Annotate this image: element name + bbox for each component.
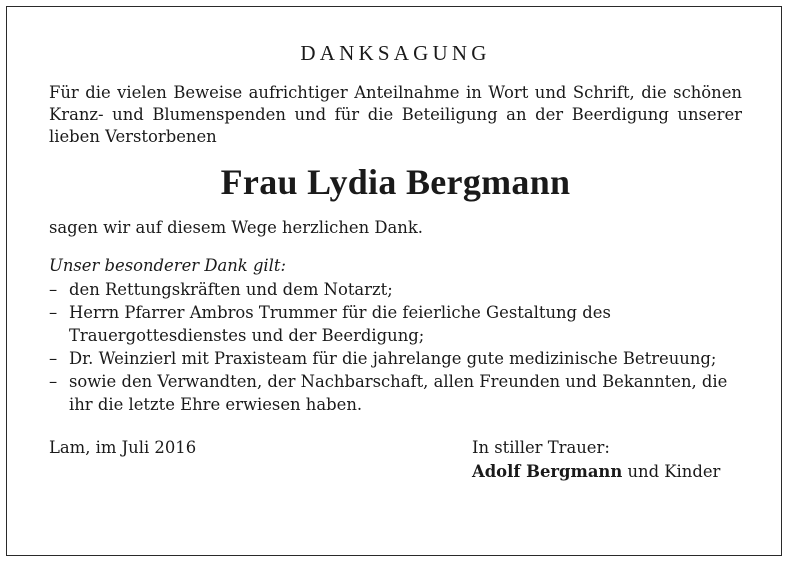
- list-item: [49, 347, 742, 370]
- signoff-signatories: [472, 460, 720, 484]
- signoff-suffix: und Kinder: [622, 462, 721, 481]
- intro-paragraph: Für die vielen Beweise aufrichtiger Anteilnahme in Wort und Schrift, die schönen Kranz- und Blumenspenden und für die Beteiligung an der Beerdigung unserer lieben Verstorbenen: [49, 83, 742, 146]
- special-thanks-heading: Unser besonderer Dank gilt:: [49, 256, 287, 275]
- dash-bullet: –: [49, 372, 58, 391]
- thanks-line: sagen wir auf diesem Wege herzlichen Dank.: [49, 218, 423, 237]
- place-date: Lam, im Juli 2016: [49, 438, 197, 457]
- list-item-text: den Rettungskräften und dem Notarzt;: [69, 280, 393, 299]
- signoff-name: Adolf Bergmann: [472, 462, 623, 481]
- notice-footer: [49, 436, 742, 488]
- list-item: [49, 301, 742, 347]
- dash-bullet: –: [49, 303, 58, 322]
- deceased-name: Frau Lydia Bergmann: [220, 162, 571, 202]
- list-item-text: Dr. Weinzierl mit Praxisteam für die jahrelange gute medizinische Betreuung;: [69, 349, 717, 368]
- list-item: [49, 370, 742, 416]
- list-item-text: sowie den Verwandten, der Nachbarschaft, allen Freunden und Bekannten, die ihr die letzte Ehre erwiesen haben.: [69, 372, 728, 414]
- obituary-notice: [49, 40, 742, 488]
- signoff-block: [472, 436, 720, 484]
- list-item: [49, 278, 742, 301]
- signoff-line: In stiller Trauer:: [472, 438, 610, 457]
- dash-bullet: –: [49, 349, 58, 368]
- list-item-text: Herrn Pfarrer Ambros Trummer für die feierliche Gestaltung des Trauergottesdienstes und der Beerdigung;: [69, 303, 611, 345]
- dash-bullet: –: [49, 280, 58, 299]
- notice-heading: DANKSAGUNG: [300, 41, 491, 65]
- special-thanks-list: [49, 278, 742, 416]
